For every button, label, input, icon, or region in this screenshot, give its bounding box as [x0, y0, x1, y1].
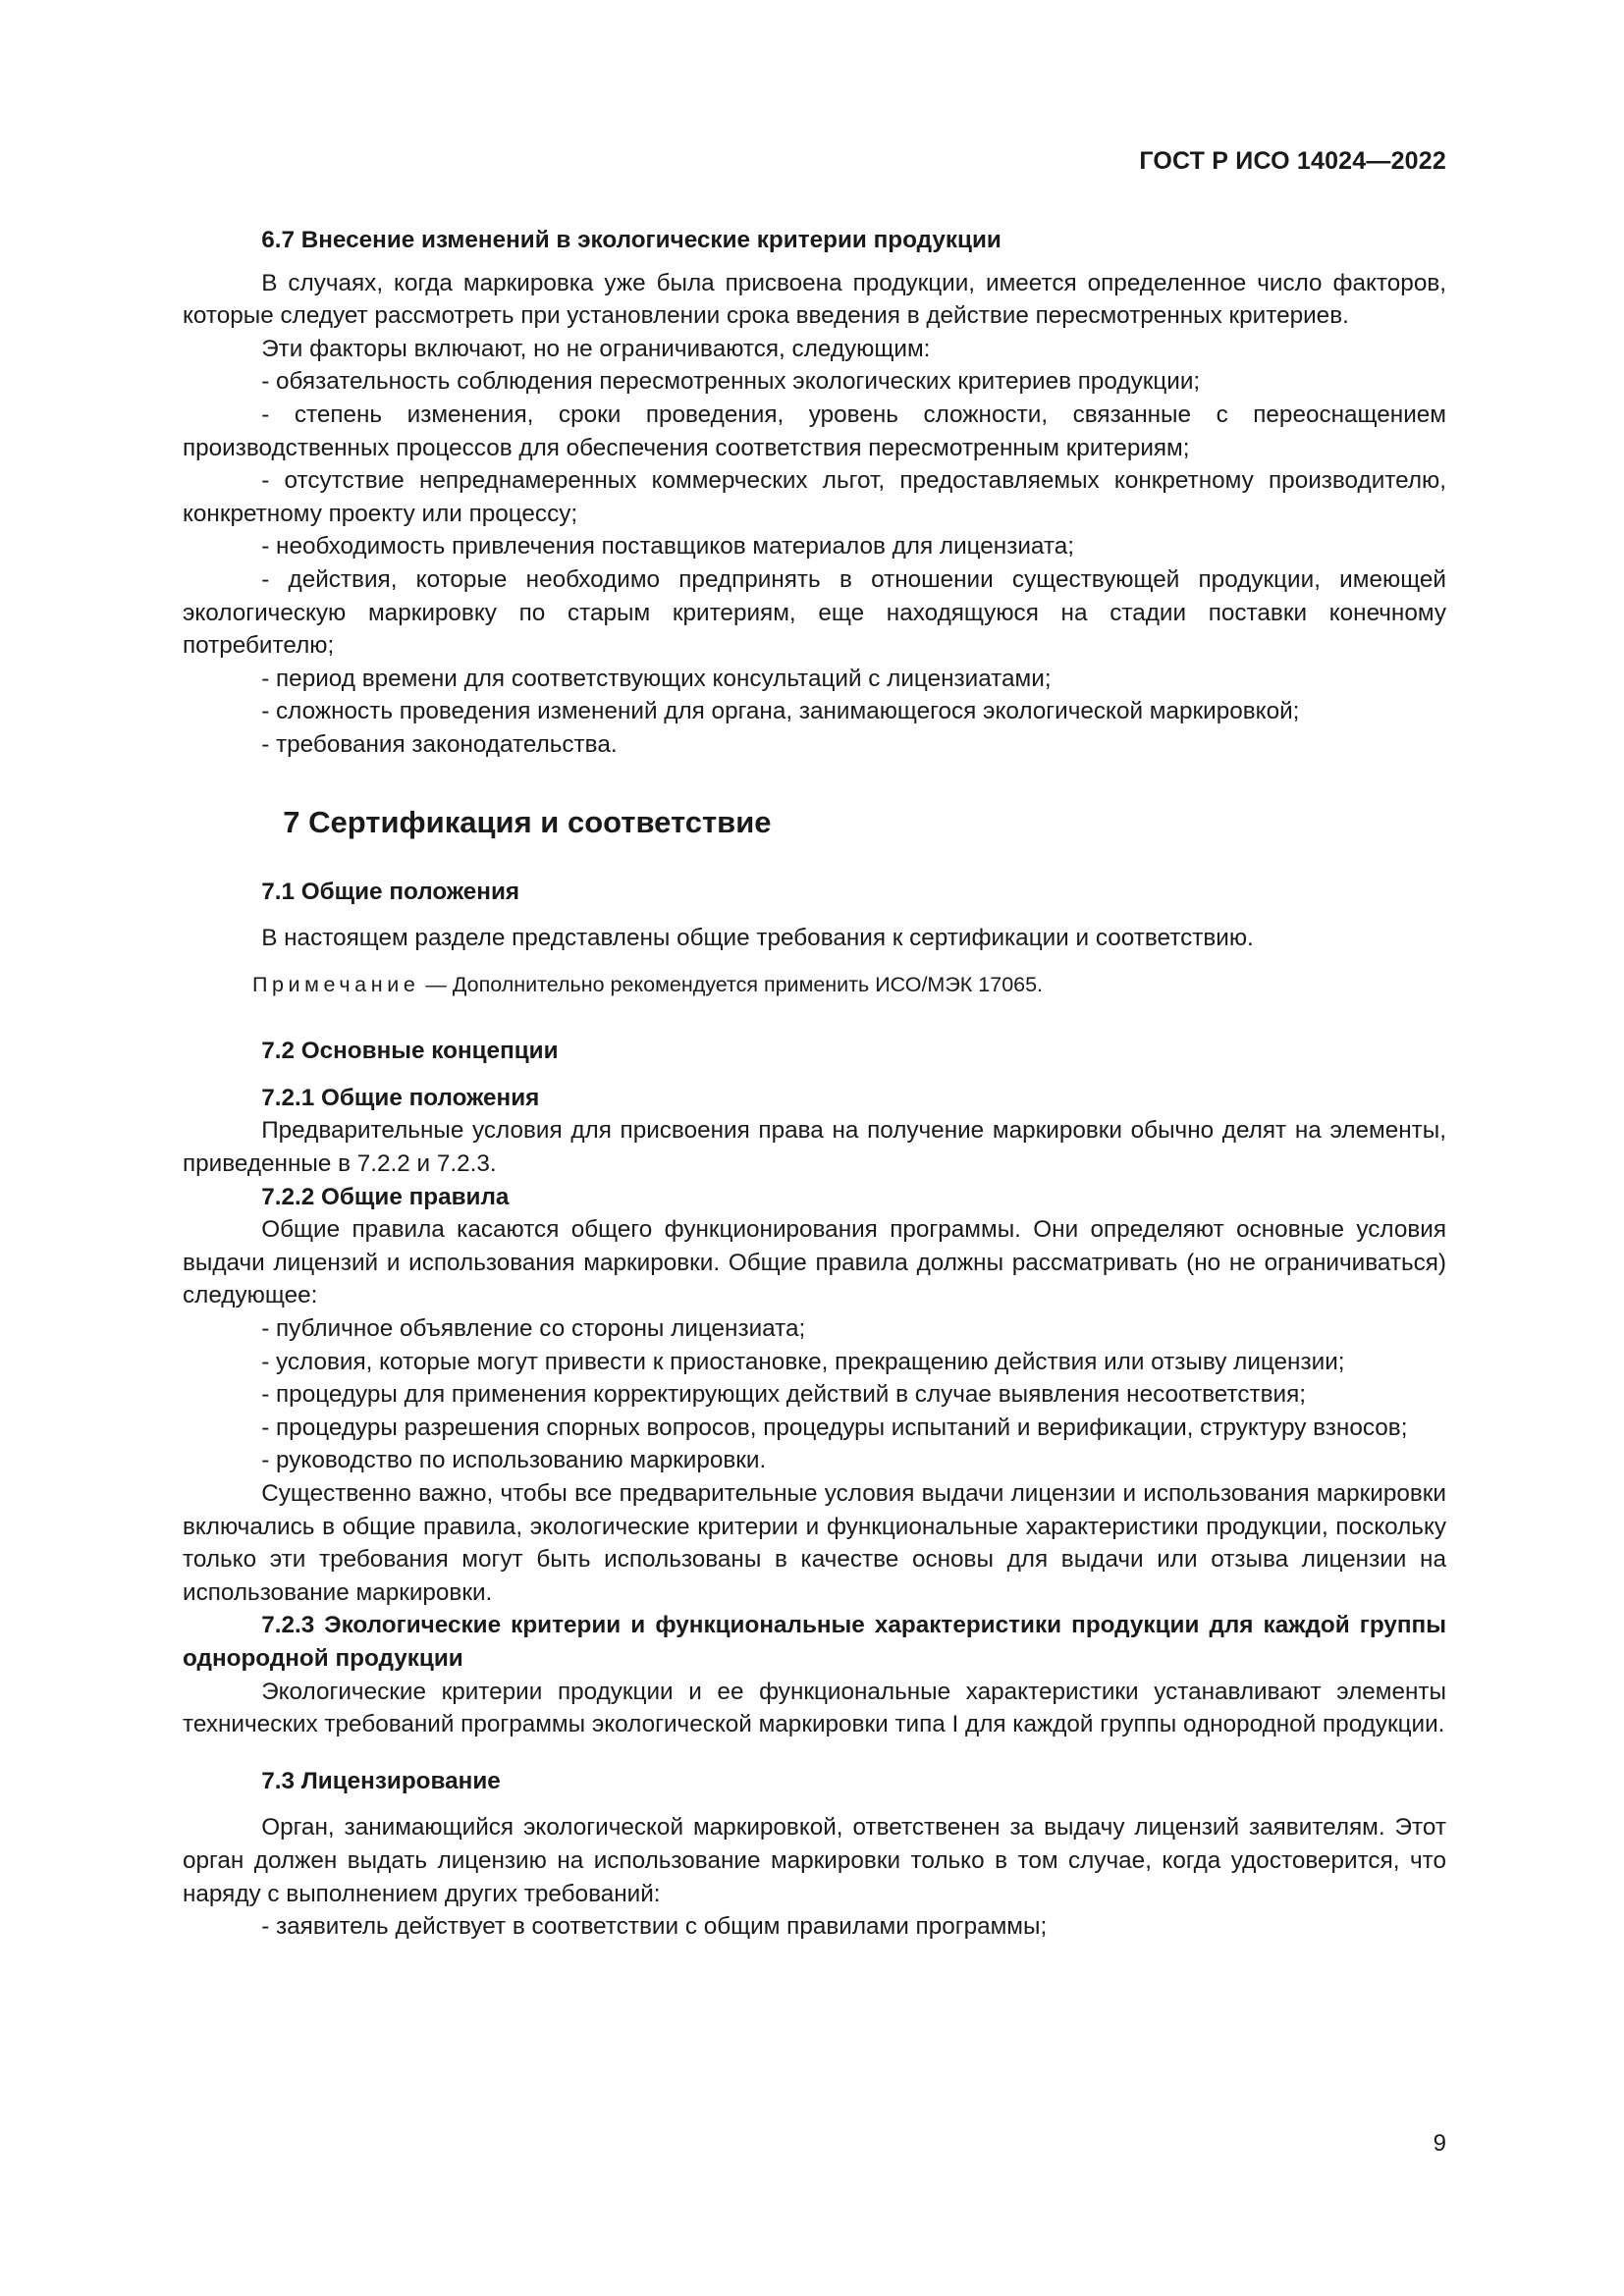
section-7-1-title: 7.1 Общие положения [261, 878, 520, 905]
section-7-1-paragraph-1: В настоящем разделе представлены общие требования к сертификации и соответствию. [261, 925, 1254, 952]
section-6-7-title: 6.7 Внесение изменений в экологические критерии продукции [261, 227, 1001, 253]
section-7-2-title: 7.2 Основные концепции [261, 1038, 559, 1065]
page-number: 9 [1433, 2130, 1446, 2157]
section-7-3-list-item-1: - заявитель действует в соответствии с общим правилами программы; [261, 1913, 1048, 1941]
section-6-7-list-item-2: - степень изменения, сроки проведения, уровень сложности, связанные с переоснащением производственных процессов для обеспечения соответствия пересмотренным критериям; [183, 400, 1446, 461]
section-7-2-2-paragraph-1: Общие правила касаются общего функционирования программы. Они определяют основные условия выдачи лицензий и использования маркировки. Общие правила должны рассматривать (но не ограничиваться) следующее: [183, 1216, 1446, 1309]
section-7-2-3-title: 7.2.3 Экологические критерии и функциональные характеристики продукции для каждой группы однородной продукции [183, 1612, 1446, 1672]
section-6-7-list-item-7: - сложность проведения изменений для органа, занимающегося экологической маркировкой; [261, 698, 1300, 725]
section-7-2-3-paragraph-1: Экологические критерии продукции и ее функциональные характеристики устанавливают элементы технических требований программы экологической маркировки типа I для каждой группы однородной продукции. [183, 1678, 1446, 1738]
section-7-2-1-title: 7.2.1 Общие положения [261, 1084, 540, 1111]
section-7-2-2-list-item-5: - руководство по использованию маркировки. [261, 1447, 767, 1474]
document-page [183, 0, 1446, 2296]
section-7-2-2-list-item-1: - публичное объявление со стороны лицензиата; [261, 1315, 806, 1343]
section-7-title: 7 Сертификация и соответствие [283, 804, 772, 839]
section-7-2-2-list-item-4: - процедуры разрешения спорных вопросов, процедуры испытаний и верификации, структуру взносов; [261, 1414, 1408, 1441]
section-6-7-list-item-4: - необходимость привлечения поставщиков материалов для лицензиата; [261, 533, 1075, 561]
document-header: ГОСТ Р ИСО 14024—2022 [1139, 147, 1446, 175]
section-6-7-list-item-5: - действия, которые необходимо предпринять в отношении существующей продукции, имеющей экологическую маркировку по старым критериям, еще находящуюся на стадии поставки конечному потребителю; [183, 565, 1446, 660]
section-7-2-2-list-item-3: - процедуры для применения корректирующих действий в случае выявления несоответствия; [261, 1381, 1306, 1409]
section-6-7-list-item-3: - отсутствие непреднамеренных коммерческих льгот, предоставляемых конкретному производителю, конкретному проекту или процессу; [183, 467, 1446, 527]
section-6-7-paragraph-2: Эти факторы включают, но не ограничиваются, следующим: [261, 335, 931, 362]
section-7-2-2-title: 7.2.2 Общие правила [261, 1183, 510, 1210]
note [183, 969, 1446, 1002]
note-text: Дополнительно рекомендуется применить ИСО/МЭК 17065. [452, 972, 1044, 996]
section-6-7-list-item-6: - период времени для соответствующих консультаций с лицензиатами; [261, 665, 1052, 692]
note-dash: — [419, 972, 453, 996]
section-6-7-list-item-8: - требования законодательства. [261, 730, 618, 758]
section-6-7-paragraph-1: В случаях, когда маркировка уже была присвоена продукции, имеется определенное число факторов, которые следует рассмотреть при установлении срока введения в действие пересмотренных критериев. [183, 269, 1446, 330]
section-7-2-1-paragraph-1: Предварительные условия для присвоения права на получение маркировки обычно делят на элементы, приведенные в 7.2.2 и 7.2.3. [183, 1117, 1446, 1178]
section-6-7-list-item-1: - обязательность соблюдения пересмотренных экологических критериев продукции; [261, 368, 1201, 396]
section-7-2-2-paragraph-2: Существенно важно, чтобы все предварительные условия выдачи лицензии и использования маркировки включались в общие правила, экологические критерии и функциональные характеристики продукции, поскольку только эти требования могут быть использованы в качестве основы для выдачи или отзыва лицензии на использование маркировки. [183, 1480, 1446, 1606]
section-7-2-2-list-item-2: - условия, которые могут привести к приостановке, прекращению действия или отзыву лицензии; [261, 1348, 1345, 1375]
section-7-3-title: 7.3 Лицензирование [261, 1767, 501, 1794]
note-label: Примечание [251, 972, 420, 996]
section-7-3-paragraph-1: Орган, занимающийся экологической маркировкой, ответственен за выдачу лицензий заявителям. Этот орган должен выдать лицензию на использование маркировки только в том случае, когда удостоверится, что наряду с выполнением других требований: [183, 1814, 1446, 1907]
document-body [183, 224, 1446, 1944]
